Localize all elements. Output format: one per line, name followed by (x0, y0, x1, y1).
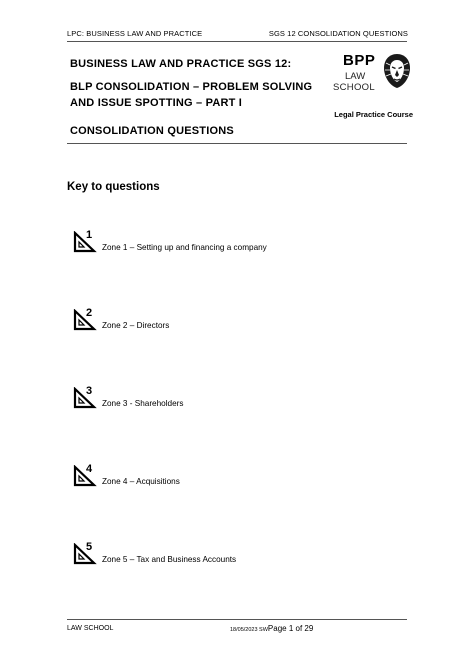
logo-school-text: SCHOOL (333, 82, 375, 93)
header-left-text: LPC: BUSINESS LAW AND PRACTICE (67, 29, 203, 38)
set-square-icon (73, 387, 97, 409)
footer-left-text: LAW SCHOOL (67, 625, 114, 632)
zone-number: 2 (86, 307, 93, 319)
zone-label: Zone 5 – Tax and Business Accounts (102, 555, 237, 564)
lion-head-icon (382, 53, 412, 89)
set-square-icon (73, 231, 97, 253)
zone-number: 4 (86, 463, 93, 475)
logo-law-text: LAW (345, 71, 366, 82)
title-line-2: BLP CONSOLIDATION – PROBLEM SOLVING (70, 81, 313, 93)
header-right-text: SGS 12 CONSOLIDATION QUESTIONS (268, 29, 408, 38)
zone-label: Zone 2 – Directors (102, 321, 170, 330)
zone-label: Zone 1 – Setting up and financing a company (102, 243, 267, 252)
logo-brand: BPP (343, 52, 376, 69)
title-rule (67, 143, 407, 144)
key-heading: Key to questions (67, 181, 160, 193)
header-rule (67, 41, 407, 42)
zone-label: Zone 3 - Shareholders (102, 399, 184, 408)
set-square-icon (73, 465, 97, 487)
title-line-4: CONSOLIDATION QUESTIONS (70, 125, 234, 137)
set-square-icon (73, 309, 97, 331)
set-square-icon (73, 543, 97, 565)
title-line-3: AND ISSUE SPOTTING – PART I (70, 97, 243, 109)
zone-number: 3 (86, 385, 93, 397)
footer-rule (67, 619, 407, 620)
zone-number: 5 (86, 541, 93, 553)
title-line-1: BUSINESS LAW AND PRACTICE SGS 12: (70, 58, 292, 70)
footer-date: 18/05/2023 SW (230, 627, 268, 633)
course-label: Legal Practice Course (334, 110, 413, 119)
footer-page-info (230, 624, 313, 633)
bpp-logo (333, 52, 413, 98)
zone-number: 1 (86, 229, 93, 241)
zone-label: Zone 4 – Acquisitions (102, 477, 180, 486)
footer-page-number: Page 1 of 29 (267, 624, 314, 633)
